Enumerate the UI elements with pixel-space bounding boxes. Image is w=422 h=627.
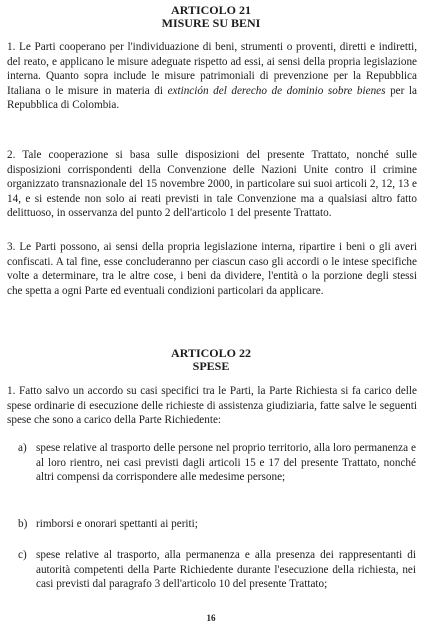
article-21-paragraph-1-text-b: per la Repubblica di Colombia.: [7, 84, 417, 112]
list-item-text: spese relative al trasporto delle persone nel proprio territorio, alla loro permanenza e al loro rientro, nei casi previsti dagli articoli 15 e 17 del presente Trattato, nonché altri compensi da corrispondere alle medesime persone;: [36, 442, 416, 484]
article-21-title: ARTICOLO 21: [171, 3, 251, 17]
article-22-paragraph-1: 1. Fatto salvo un accordo su casi specifici tra le Parti, la Parte Richiesta si fa carico delle spese ordinarie di esecuzione delle richieste di assistenza giudiziaria, fatte salve le seguenti spese che sono a carico della Parte Richiedente:: [7, 385, 417, 427]
list-item-text: rimborsi e onorari spettanti ai periti;: [36, 518, 198, 530]
article-21-paragraph-1-italic: extinción del derecho de dominio sobre bienes: [167, 84, 386, 97]
article-22-title: ARTICOLO 22: [171, 346, 251, 360]
article-21-paragraph-2: 2. Tale cooperazione si basa sulle disposizioni del presente Trattato, nonché sulle disposizioni corrispondenti della Convenzione delle Nazioni Unite contro il crimine organizzato transnazionale del 15 novembre 2000, in particolare sui suoi articoli 2, 12, 13 e 14, e si estende non solo ai reati previsti in tale Convenzione ma a qualsiasi altro fatto delittuoso, in osservanza del punto 2 dell'articolo 1 del presente Trattato.: [7, 149, 417, 220]
article-21-paragraph-3: 3. Le Parti possono, ai sensi della propria legislazione interna, ripartire i beni o gli averi confiscati. A tal fine, esse concluderanno per ciascun caso gli accordi o le intese specifiche volte a determinare, tra le altre cose, i beni da dividere, l'entità o la porzione degli stessi che spetta a ogni Parte ed eventuali condizioni particolari da applicare.: [7, 241, 417, 297]
list-item: [18, 548, 416, 592]
list-item-marker: a): [18, 442, 27, 454]
page-number: 16: [206, 613, 216, 623]
list-item-marker: c): [18, 549, 27, 561]
list-item: [18, 441, 416, 485]
article-21-subtitle: MISURE SU BENI: [161, 16, 261, 30]
list-item: [18, 517, 416, 532]
article-21-paragraph-1: [7, 40, 417, 113]
article-21-paragraph-1-text-a: 1. Le Parti cooperano per l'individuazione di beni, strumenti o proventi, diretti e indiretti, del reato, e applicano le misure adeguate rispetto ad essi, ai sensi della propria legislazione interna. Quanto sopra include le misure patrimoniali di prevenzione per la Repubblica Italiana o le misure in materia di: [7, 41, 417, 97]
list-item-text: spese relative al trasporto, alla permanenza e alla presenza dei rappresentanti di autorità competenti della Parte Richiedente durante l'esecuzione della richiesta, nei casi previsti dal paragrafo 3 dell'articolo 10 del presente Trattato;: [36, 549, 416, 591]
article-22-subtitle: SPESE: [192, 359, 230, 373]
list-item-marker: b): [18, 518, 28, 530]
